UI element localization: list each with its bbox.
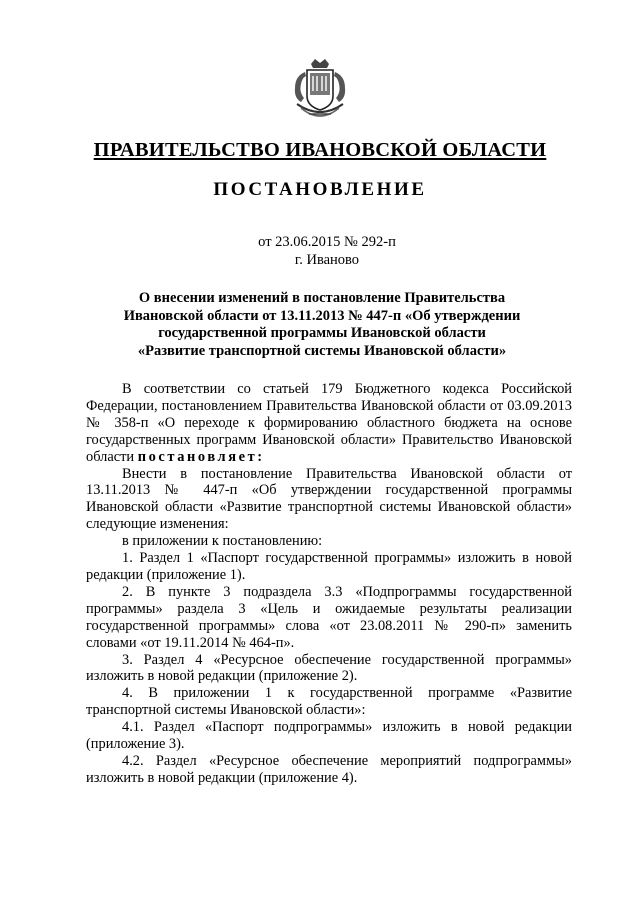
paragraph-4: 2. В пункте 3 подраздела 3.3 «Подпрограммы государственной программы» раздела 3 «Цель и ожидаемые результаты реализации государственной программы» слова «от 23.08.2011 № 290-п» заменить словами «от 19.11.2014 № 464-п». — [86, 583, 572, 651]
coat-of-arms-icon — [289, 58, 351, 126]
title-line: государственной программы Ивановской области — [158, 325, 486, 341]
preamble-text: В соответствии со статьей 179 Бюджетного кодекса Российской Федерации, постановлением Правительства Ивановской области от 03.09.2013 № 358-п «О переходе к формированию областного бюджета на основе государственных программ Ивановской области» Правительство Ивановской области — [86, 381, 572, 465]
paragraph-2: в приложении к постановлению: — [122, 533, 323, 550]
title-line: «Развитие транспортной системы Ивановской области» — [137, 342, 507, 359]
document-meta — [0, 233, 640, 269]
paragraph-3: 1. Раздел 1 «Паспорт государственной программы» изложить в новой редакции (приложение 1). — [86, 550, 572, 583]
paragraph-6: 4. В приложении 1 к государственной программе «Развитие транспортной системы Ивановской области»: — [86, 685, 572, 719]
paragraph-8: 4.2. Раздел «Ресурсное обеспечение мероприятий подпрограммы» изложить в новой редакции (приложение 4). — [86, 752, 572, 786]
title-line: О внесении изменений в постановление Правительства — [138, 290, 506, 306]
organization-name: ПРАВИТЕЛЬСТВО ИВАНОВСКОЙ ОБЛАСТИ — [93, 139, 547, 161]
paragraph-5: 3. Раздел 4 «Ресурсное обеспечение государственной программы» изложить в новой редакции (приложение 2). — [86, 651, 572, 685]
preamble-paragraph — [86, 381, 572, 466]
paragraph-1: Внести в постановление Правительства Ивановской области от 13.11.2013 № 447-п «Об утверждении государственной программы Ивановской области «Развитие транспортной системы Ивановской области» следующие изменения: — [86, 465, 572, 533]
document-city: г. Иваново — [294, 252, 360, 268]
paragraph-7: 4.1. Раздел «Паспорт подпрограммы» изложить в новой редакции (приложение 3). — [86, 719, 572, 753]
document-body — [86, 381, 572, 787]
document-type: ПОСТАНОВЛЕНИЕ — [213, 179, 427, 200]
decree-word: постановляет: — [137, 448, 265, 465]
document-date-number: от 23.06.2015 № 292-п — [258, 234, 396, 250]
document-title — [80, 290, 564, 360]
title-line: Ивановской области от 13.11.2013 № 447-п «Об утверждении — [123, 307, 521, 324]
